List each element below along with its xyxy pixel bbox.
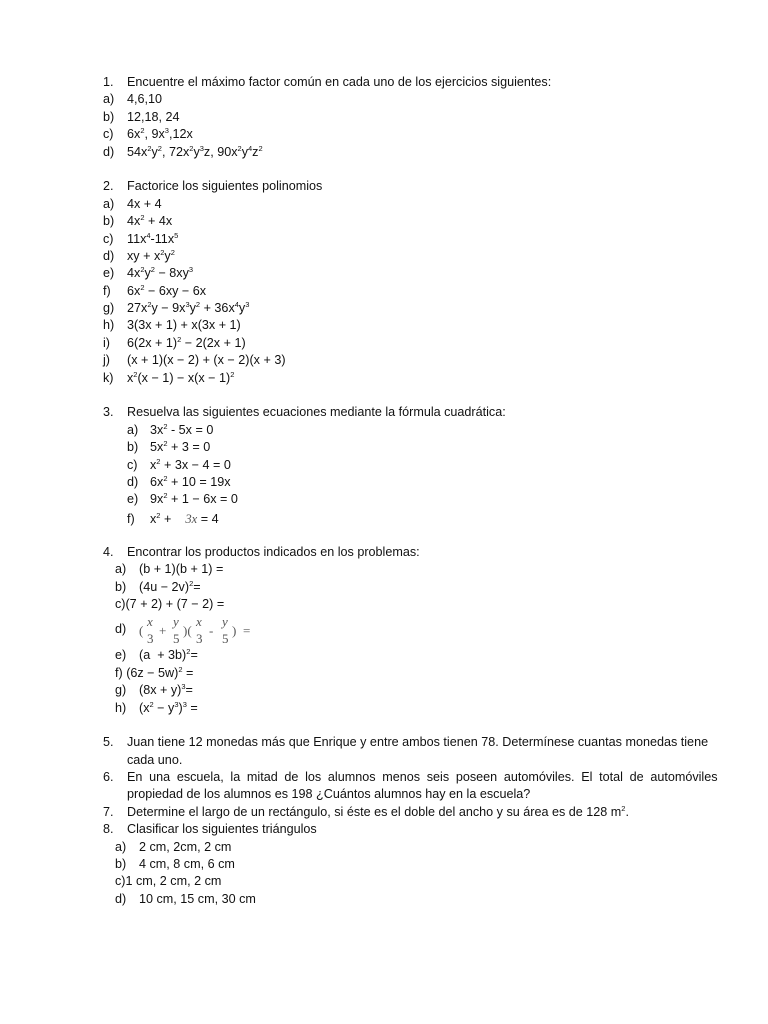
q8-item-b: [0, 856, 768, 873]
item-text: xy + $x^2y^2$: [127, 247, 175, 263]
item-label: e): [115, 648, 127, 663]
item-label: a): [127, 422, 139, 437]
item-label: g): [103, 301, 115, 316]
item-label: d): [103, 248, 115, 263]
item-text: (b + 1)(b + 1) =: [139, 562, 224, 577]
q4-item-e: [0, 647, 768, 664]
svg-text:x: x: [196, 614, 202, 630]
q2-item-a: [0, 196, 768, 213]
item-label: b): [115, 857, 127, 872]
question-text-line: propiedad de los alumnos es 198 ¿Cuántos alumnos hay en la escuela?: [127, 787, 531, 802]
question-number: 3.: [103, 405, 114, 420]
item-text: c)(7 + 2) + (7 − 2) =: [115, 596, 225, 611]
question-4: [0, 544, 768, 561]
question-text: Determine el largo de un rectángulo, si éste es el doble del ancho y su área es de 128 $m^2$.: [127, 803, 629, 819]
item-text: $9x^2 + 1 - 6x = 0$: [150, 491, 238, 507]
item-label: d): [127, 474, 139, 489]
question-number: 8.: [103, 822, 114, 837]
q4-item-b: [0, 579, 768, 596]
question-title: Encontrar los productos indicados en los problemas:: [127, 544, 420, 559]
worksheet: [0, 74, 768, 908]
item-text: 4,6,10: [127, 92, 163, 107]
question-text-line: cada uno.: [127, 752, 183, 767]
q2-item-d: [0, 248, 768, 265]
question-number: 7.: [103, 804, 114, 819]
item-label: a): [115, 839, 127, 854]
q2-item-g: [0, 300, 768, 317]
svg-text:): ): [232, 623, 237, 639]
q3-item-a: [0, 422, 768, 439]
item-label: k): [103, 370, 114, 385]
svg-text:y: y: [173, 614, 179, 630]
q3-item-b: [0, 439, 768, 456]
question-number: 6.: [103, 770, 114, 785]
q2-item-h: [0, 317, 768, 334]
question-text-line: En una escuela, la mitad de los alumnos menos seis poseen automóviles. El total de automóviles: [127, 770, 718, 785]
q8-item-d: [0, 891, 768, 908]
item-text: $6x^2 - 6xy - 6x$: [127, 282, 207, 298]
q2-item-c: [0, 231, 768, 248]
item-text: $4x^2y^2 - 8xy^3$: [127, 265, 194, 281]
svg-text:x: x: [147, 614, 153, 630]
q2-item-b: [0, 213, 768, 230]
question-2: [0, 178, 768, 195]
question-title: Resuelva las siguientes ecuaciones mediante la fórmula cuadrática:: [127, 405, 506, 420]
item-text: 4x + 4: [127, 196, 162, 211]
question-1: [0, 74, 768, 91]
question-text-line: Juan tiene 12 monedas más que Enrique y entre ambos tienen 78. Determínese cuantas monedas tiene: [127, 735, 709, 750]
item-text: $6x^2 + 10 = 19x$: [150, 473, 231, 489]
q1-item-d: [0, 144, 768, 161]
item-text: $54x^2y^2$, $72x^2y^3z$, $90x^2y^4z^2$: [127, 143, 263, 159]
question-3: [0, 404, 768, 421]
q1-item-b: [0, 109, 768, 126]
item-label: d): [103, 144, 115, 159]
item-label: b): [127, 440, 139, 455]
item-label: d): [115, 622, 127, 637]
item-label: a): [103, 196, 115, 211]
question-number: 4.: [103, 544, 114, 559]
q2-item-k: [0, 370, 768, 387]
svg-text:3: 3: [147, 631, 154, 647]
question-title: Clasificar los siguientes triángulos: [127, 822, 317, 837]
item-text: 10 cm, 15 cm, 30 cm: [139, 891, 256, 906]
question-6: [0, 769, 768, 786]
svg-text:y: y: [222, 614, 228, 630]
item-label: b): [103, 109, 115, 124]
item-text: $27x^2y - 9x^3y^2 + 36x^4y^3$: [127, 300, 250, 316]
q4-item-f: [0, 665, 768, 682]
question-8: [0, 821, 768, 838]
question-7: [0, 804, 768, 821]
q3-item-f: [0, 509, 768, 529]
item-text: $5x^2 + 3 = 0$: [150, 439, 211, 455]
svg-text:(: (: [139, 623, 144, 639]
svg-text:+: +: [159, 623, 167, 639]
item-label: e): [127, 492, 139, 507]
svg-text:3: 3: [196, 631, 203, 647]
item-text: 3(3x + 1) + x(3x + 1): [127, 318, 241, 333]
item-label: a): [103, 92, 115, 107]
item-text: $x^2 + 3x - 4 = 0$: [150, 456, 231, 472]
question-number: 2.: [103, 179, 114, 194]
item-label: g): [115, 683, 127, 698]
q2-item-f: [0, 283, 768, 300]
q2-item-j: [0, 352, 768, 369]
q4-item-g: [0, 682, 768, 699]
item-label: h): [115, 700, 127, 715]
item-text: 2 cm, 2cm, 2 cm: [139, 839, 232, 854]
q4-item-d: [0, 613, 768, 647]
item-label: c): [103, 127, 114, 142]
item-label: i): [103, 335, 110, 350]
item-text: $4x^2 + 4x$: [127, 213, 173, 229]
q8-item-c: [0, 873, 768, 890]
item-text: $6x^2$, $9x^3,12x$: [127, 126, 193, 142]
q8-item-a: [0, 839, 768, 856]
item-label: b): [115, 579, 127, 594]
question-number: 1.: [103, 75, 114, 89]
item-text: 12,18, 24: [127, 109, 180, 124]
item-text: $(x^2 - y^3)^3$ =: [139, 699, 198, 715]
question-title: Factorice los siguientes polinomios: [127, 179, 323, 194]
q4-item-c: [0, 596, 768, 613]
item-label: b): [103, 214, 115, 229]
q2-item-e: [0, 265, 768, 282]
item-text: $(8x + y)^3=$: [139, 682, 193, 698]
q3-item-d: [0, 474, 768, 491]
q3-item-e: [0, 491, 768, 508]
svg-text:5: 5: [222, 631, 229, 647]
item-text: (x + 1)(x − 2) + (x − 2)(x + 3): [127, 353, 286, 368]
q1-item-a: [0, 91, 768, 108]
question-title: Encuentre el máximo factor común en cada uno de los ejercicios siguientes:: [127, 75, 552, 89]
question-5-cont: [0, 752, 768, 769]
item-text: $11x^4-11x^5$: [127, 230, 179, 246]
item-text: $6(2x + 1)^2 - 2(2x + 1)$: [127, 334, 246, 350]
svg-text:-: -: [209, 623, 214, 639]
item-text: $3x^2 - 5x = 0$: [150, 421, 214, 437]
question-number: 5.: [103, 735, 114, 750]
svg-text:5: 5: [173, 631, 180, 647]
item-label: e): [103, 266, 115, 281]
svg-text:=: =: [243, 623, 251, 639]
q2-item-i: [0, 335, 768, 352]
q4-item-h: [0, 700, 768, 717]
item-text: $(4u - 2v)^2=$: [139, 578, 201, 594]
q4-item-a: [0, 561, 768, 578]
item-text: $x^2(x - 1) - x(x - 1)^2$: [127, 369, 235, 385]
item-label: c): [103, 231, 114, 246]
item-text: 4 cm, 8 cm, 6 cm: [139, 857, 235, 872]
fraction-expression: [139, 613, 299, 647]
svg-text:)(: )(: [183, 623, 192, 639]
item-text: c)1 cm, 2 cm, 2 cm: [115, 874, 222, 889]
item-text: $(a + 3b)^2=$: [139, 647, 198, 663]
item-label: f): [103, 283, 111, 298]
item-label: c): [127, 457, 138, 472]
q3-item-c: [0, 457, 768, 474]
item-label: h): [103, 318, 115, 333]
item-label: a): [115, 562, 127, 577]
item-text: $x^2$ + 3x = 4: [150, 510, 219, 526]
item-label: d): [115, 891, 127, 906]
item-label: f): [127, 511, 135, 526]
question-6-cont: [0, 786, 768, 803]
question-5: [0, 734, 768, 751]
item-text: f) $(6z - 5w)^2$ =: [115, 664, 194, 680]
item-label: j): [103, 353, 110, 368]
q1-item-c: [0, 126, 768, 143]
